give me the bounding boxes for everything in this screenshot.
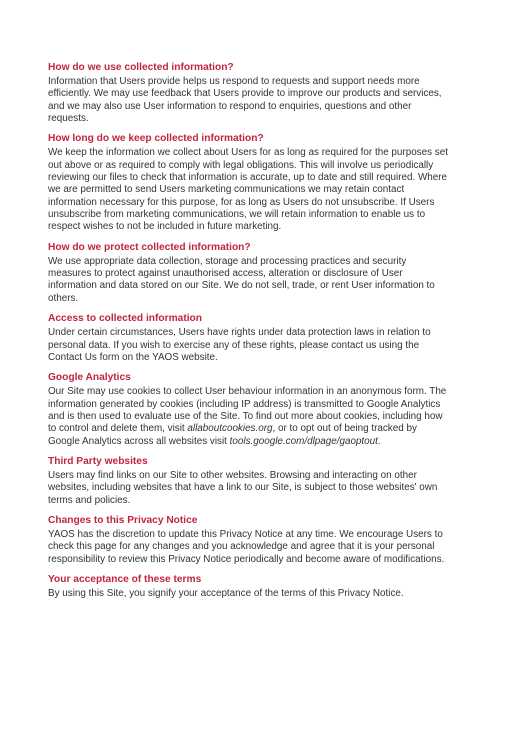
body-line [48, 436, 473, 448]
body-line: terms and policies. [48, 494, 131, 506]
body-text: to control and delete them, visit [48, 423, 188, 435]
section-heading: How do we protect collected information? [48, 241, 251, 253]
section-heading: Changes to this Privacy Notice [48, 514, 198, 526]
section-heading: Access to collected information [48, 313, 202, 325]
body-line: Users may find links on our Site to other websites. Browsing and interacting on other [48, 469, 417, 481]
section-use-of-information [48, 61, 473, 125]
body-line: efficiently. We may use feedback that Users provide to improve our products and services, [48, 88, 442, 100]
section-access [48, 312, 473, 364]
body-line: information necessary for this purpose, for as long as Users do not unsubscribe. If Users [48, 196, 435, 208]
body-line: measures to protect against unauthorised access, alteration or disclosure of User [48, 268, 403, 280]
body-line: out above or as required to comply with legal obligations. This will involve us periodically [48, 159, 434, 171]
section-acceptance [48, 573, 473, 600]
body-line: Our Site may use cookies to collect User behaviour information in an anonymous form. The [48, 386, 447, 398]
body-line: check this page for any changes and you acknowledge and agree that it is your personal [48, 541, 435, 553]
body-line: unsubscribe from marketing communications, we will retain information to enable us to [48, 209, 426, 221]
allaboutcookies-link[interactable]: allaboutcookies.org [187, 423, 273, 435]
body-line: YAOS has the discretion to update this Privacy Notice at any time. We encourage Users to [48, 528, 443, 540]
section-heading: Third Party websites [48, 455, 148, 467]
body-line: By using this Site, you signify your acceptance of the terms of this Privacy Notice. [48, 587, 404, 599]
body-line: reviewing our files to check that information is accurate, up to date and still required. Where [48, 172, 448, 184]
section-google-analytics [48, 371, 473, 448]
body-line: requests. [48, 113, 89, 125]
body-line: and we may also use User information to respond to enquiries, questions and other [48, 100, 412, 112]
body-line: Contact Us form on the YAOS website. [48, 351, 218, 363]
section-heading: Google Analytics [48, 372, 131, 384]
body-line: We use appropriate data collection, storage and processing practices and security [48, 255, 407, 267]
section-third-party [48, 455, 473, 507]
body-text: . [377, 435, 381, 447]
body-line: responsibility to review this Privacy Notice periodically and become aware of modifications. [48, 553, 445, 565]
section-changes [48, 514, 473, 566]
section-protection [48, 241, 473, 305]
section-body [48, 76, 473, 125]
section-retention [48, 132, 473, 233]
google-optout-link[interactable]: tools.google.com/dlpage/gaoptout [229, 435, 378, 447]
body-line: Under certain circumstances, Users have rights under data protection laws in relation to [48, 327, 431, 339]
body-line [48, 423, 473, 435]
section-body [48, 470, 473, 507]
body-text: , or to opt out of being tracked by [272, 423, 417, 435]
body-line: we are permitted to send Users marketing communications we may retain contact [48, 184, 405, 196]
body-line: information generated by cookies (including IP address) is transmitted to Google Analytics [48, 398, 441, 410]
section-heading: How do we use collected information? [48, 62, 234, 73]
body-line: Information that Users provide helps us respond to requests and support needs more [48, 76, 420, 87]
section-body [48, 256, 473, 305]
section-body [48, 147, 473, 233]
body-line: personal data. If you wish to exercise any of these rights, please contact us using the [48, 339, 420, 351]
section-heading: How long do we keep collected information? [48, 133, 264, 145]
section-heading: Your acceptance of these terms [48, 573, 202, 585]
body-text: Google Analytics across all websites visit [48, 435, 230, 447]
body-line: We keep the information we collect about Users for as long as required for the purposes set [48, 147, 448, 159]
body-line: information and data stored on our Site. We do not sell, trade, or rent User information to [48, 280, 435, 292]
section-body [48, 386, 473, 448]
body-line: respect wishes to not be included in future marketing. [48, 221, 282, 233]
body-line: and is then used to evaluate use of the Site. To find out more about cookies, including how [48, 410, 443, 422]
section-body [48, 588, 473, 600]
body-line: others. [48, 292, 79, 304]
body-line: websites, including websites that have a link to our Site, is subject to those websites' own [48, 482, 438, 494]
section-body [48, 327, 473, 364]
section-body [48, 529, 473, 566]
